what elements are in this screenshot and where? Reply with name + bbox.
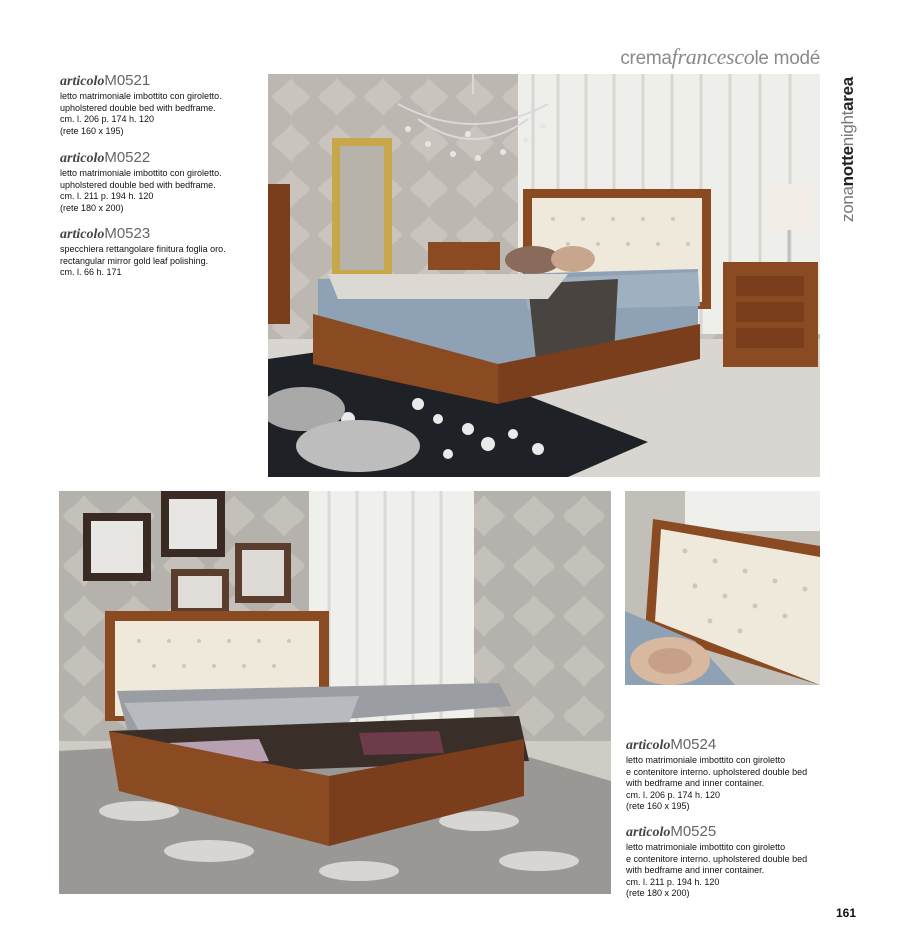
- product-line: cm. l. 211 p. 194 h. 120: [60, 191, 154, 201]
- product-line: letto matrimoniale imbottito con giroletto.: [60, 168, 222, 178]
- product-line: cm. l. 206 p. 174 h. 120: [626, 789, 721, 800]
- product-line: e contenitore interno. upholstered double bed: [626, 853, 808, 864]
- product-line: cm. l. 66 h. 171: [60, 267, 122, 277]
- section-title: [838, 72, 860, 222]
- brand-logo: [620, 44, 820, 70]
- product-line: letto matrimoniale imbottito con giroletto.: [60, 91, 222, 101]
- product-m0525: [626, 823, 807, 900]
- photo-bedroom-main: [268, 74, 820, 477]
- section-prefix: zona: [838, 186, 857, 222]
- product-line: letto matrimoniale imbottito con giroletto: [626, 755, 786, 765]
- photo-storage-bed: [59, 491, 611, 894]
- product-line: letto matrimoniale imbottito con giroletto: [626, 842, 786, 852]
- product-line: upholstered double bed with bedframe.: [60, 179, 216, 190]
- product-code: articoloM0522: [60, 149, 151, 166]
- section-bold-2: area: [838, 77, 857, 111]
- product-m0524: [626, 736, 807, 813]
- brand-suffix: le modé: [754, 48, 820, 69]
- product-m0522: [60, 149, 222, 214]
- product-line: cm. l. 211 p. 194 h. 120: [626, 876, 720, 887]
- product-line: with bedframe and inner container.: [626, 865, 765, 875]
- product-line: cm. l. 206 p. 174 h. 120: [60, 114, 155, 124]
- product-line: with bedframe and inner container.: [626, 778, 765, 788]
- product-m0523: [60, 225, 226, 279]
- product-line: specchiera rettangolare finitura foglia oro.: [60, 244, 226, 254]
- product-line: (rete 180 x 200): [60, 202, 124, 213]
- product-code: articoloM0524: [626, 736, 717, 753]
- product-line: upholstered double bed with bedframe.: [60, 102, 216, 113]
- product-code: articoloM0521: [60, 72, 151, 89]
- page-number: 161: [836, 906, 857, 920]
- product-line: e contenitore interno. upholstered double bed: [626, 766, 808, 777]
- section-bold-1: notte: [838, 146, 857, 187]
- section-light: night: [838, 110, 857, 147]
- photo-headboard-detail: [625, 491, 820, 685]
- product-code: articoloM0525: [626, 823, 717, 840]
- product-code: articoloM0523: [60, 225, 151, 242]
- brand-prefix: crema: [620, 48, 672, 69]
- product-line: (rete 160 x 195): [626, 801, 690, 811]
- product-line: (rete 160 x 195): [60, 125, 124, 136]
- product-line: (rete 180 x 200): [626, 888, 690, 898]
- product-m0521: [60, 72, 222, 137]
- brand-script: francesco: [671, 44, 755, 69]
- product-line: rectangular mirror gold leaf polishing.: [60, 255, 209, 266]
